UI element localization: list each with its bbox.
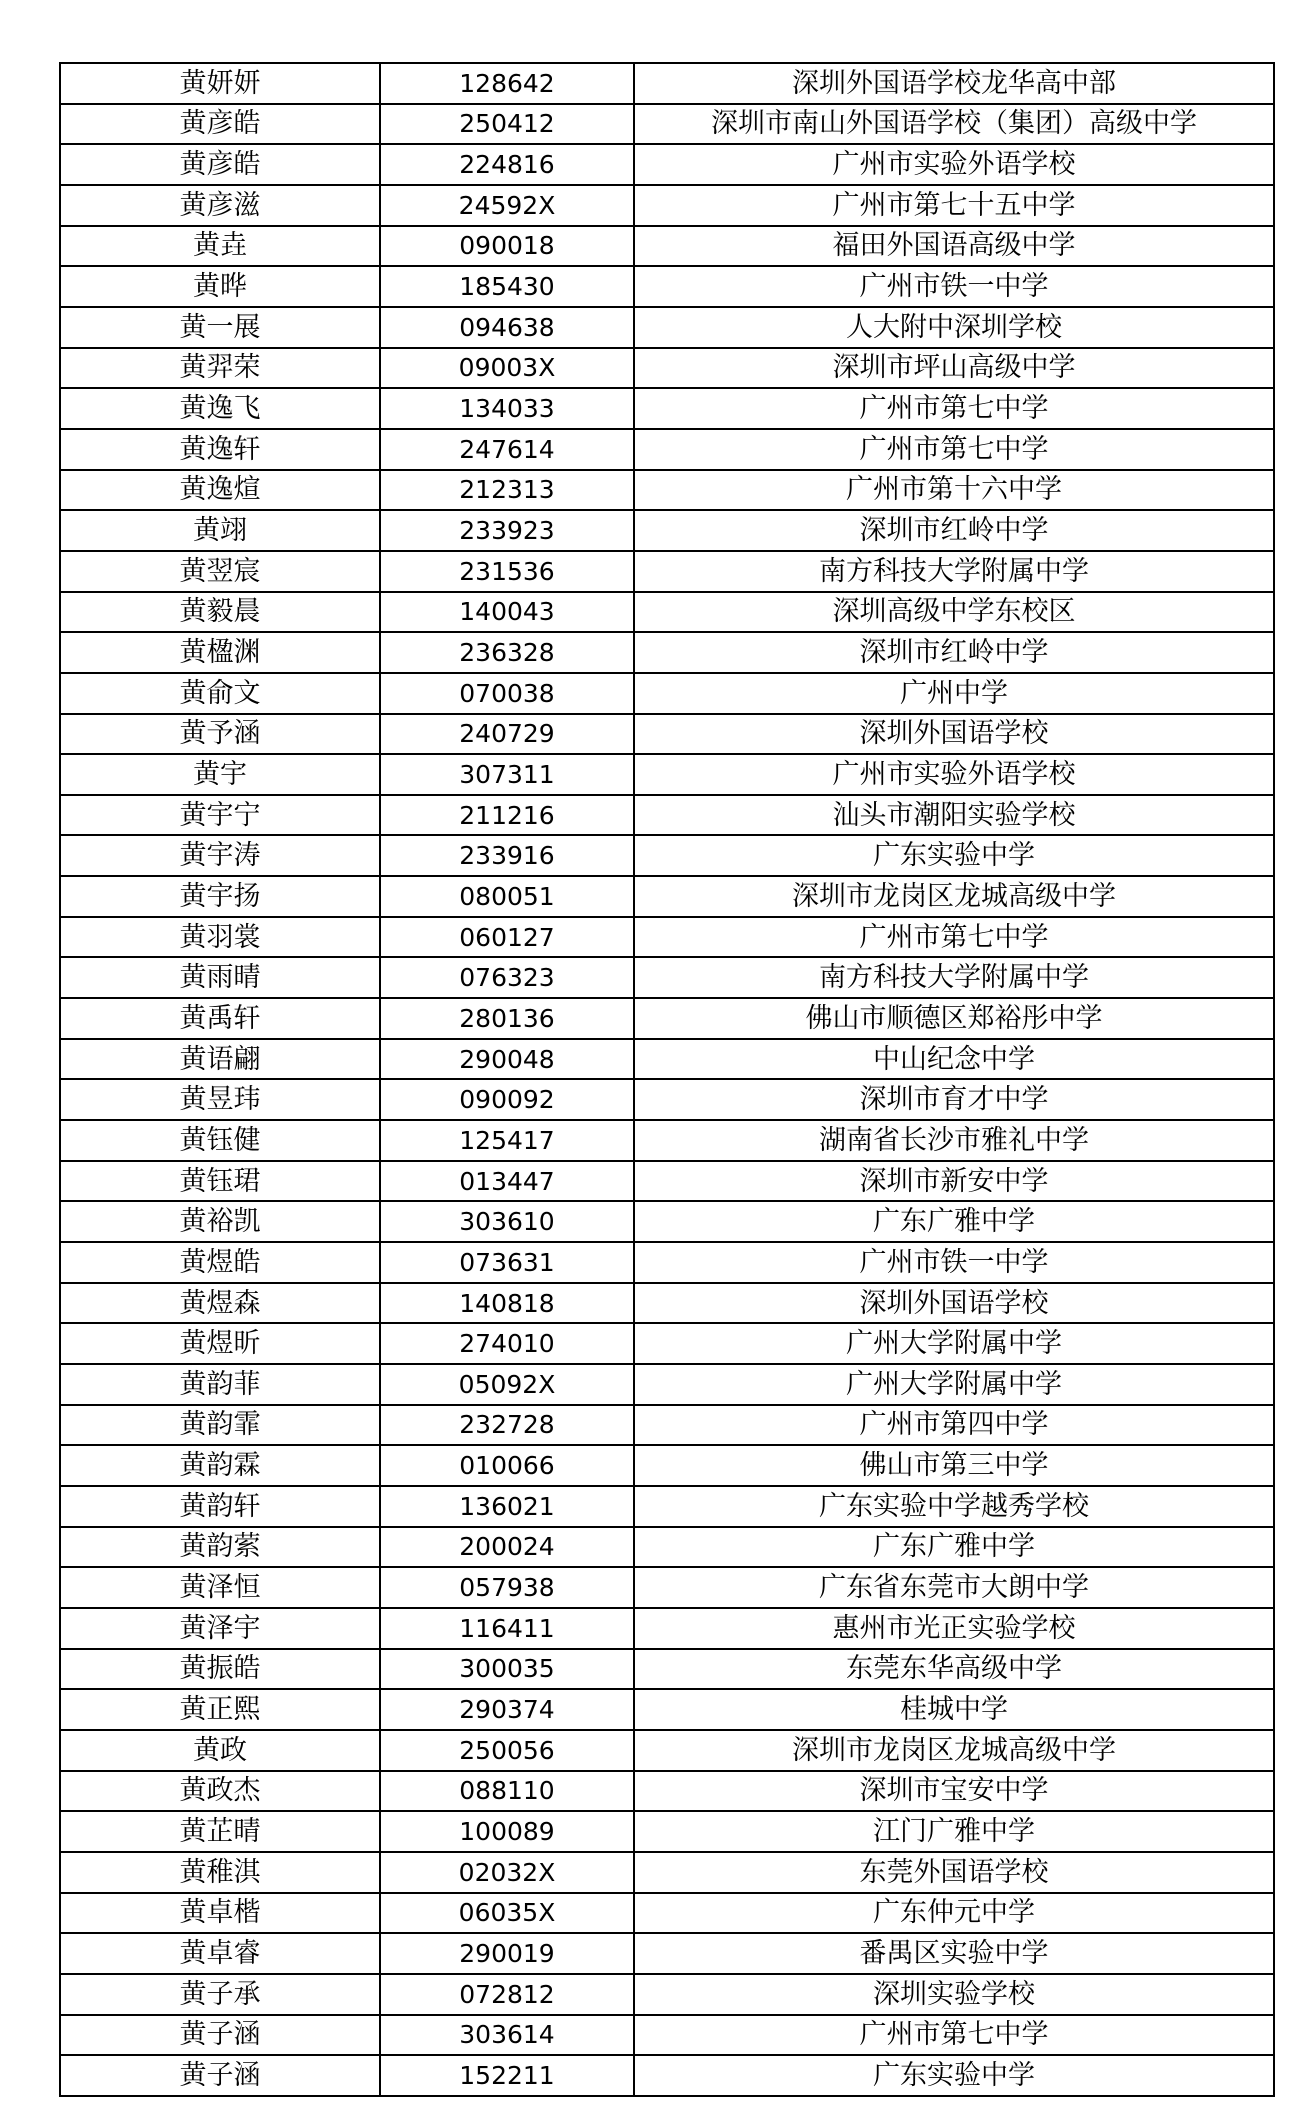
table-row (60, 2055, 1274, 2096)
student-name-cell: 黄韵菲 (60, 1364, 380, 1405)
school-name-cell: 深圳外国语学校 (634, 714, 1274, 755)
table-row (60, 510, 1274, 551)
school-name-cell: 深圳市宝安中学 (634, 1771, 1274, 1812)
table-row (60, 1039, 1274, 1080)
table-row (60, 1120, 1274, 1161)
table-row (60, 1974, 1274, 2015)
student-id-cell: 24592X (380, 185, 634, 226)
student-id-cell: 060127 (380, 917, 634, 958)
student-name-cell: 黄芷晴 (60, 1811, 380, 1852)
table-row (60, 1852, 1274, 1893)
school-name-cell: 广东省东莞市大朗中学 (634, 1567, 1274, 1608)
student-name-cell: 黄禹轩 (60, 998, 380, 1039)
student-id-cell: 240729 (380, 714, 634, 755)
table-row (60, 551, 1274, 592)
school-name-cell: 南方科技大学附属中学 (634, 551, 1274, 592)
student-name-cell: 黄振皓 (60, 1649, 380, 1690)
student-id-cell: 200024 (380, 1527, 634, 1568)
student-id-cell: 128642 (380, 63, 634, 104)
school-name-cell: 广州市铁一中学 (634, 266, 1274, 307)
student-name-cell: 黄毅晨 (60, 592, 380, 633)
school-name-cell: 江门广雅中学 (634, 1811, 1274, 1852)
student-name-cell: 黄钰珺 (60, 1161, 380, 1202)
student-table (59, 62, 1275, 2097)
student-id-cell: 250412 (380, 104, 634, 145)
school-name-cell: 广东广雅中学 (634, 1201, 1274, 1242)
student-id-cell: 090018 (380, 226, 634, 267)
student-id-cell: 134033 (380, 388, 634, 429)
student-name-cell: 黄晔 (60, 266, 380, 307)
school-name-cell: 深圳市育才中学 (634, 1079, 1274, 1120)
student-name-cell: 黄政 (60, 1730, 380, 1771)
student-name-cell: 黄煜森 (60, 1283, 380, 1324)
student-name-cell: 黄子涵 (60, 2055, 380, 2096)
table-row (60, 63, 1274, 104)
student-id-cell: 094638 (380, 307, 634, 348)
student-id-cell: 073631 (380, 1242, 634, 1283)
table-row (60, 592, 1274, 633)
student-name-cell: 黄宇 (60, 754, 380, 795)
student-id-cell: 303614 (380, 2015, 634, 2056)
student-name-cell: 黄钰健 (60, 1120, 380, 1161)
student-id-cell: 280136 (380, 998, 634, 1039)
student-id-cell: 290048 (380, 1039, 634, 1080)
student-id-cell: 212313 (380, 470, 634, 511)
student-id-cell: 232728 (380, 1405, 634, 1446)
table-row (60, 1933, 1274, 1974)
student-name-cell: 黄政杰 (60, 1771, 380, 1812)
student-id-cell: 140043 (380, 592, 634, 633)
table-row (60, 1079, 1274, 1120)
school-name-cell: 广东广雅中学 (634, 1527, 1274, 1568)
student-id-cell: 250056 (380, 1730, 634, 1771)
school-name-cell: 广州大学附属中学 (634, 1323, 1274, 1364)
student-id-cell: 152211 (380, 2055, 634, 2096)
table-row (60, 714, 1274, 755)
student-name-cell: 黄韵轩 (60, 1486, 380, 1527)
school-name-cell: 人大附中深圳学校 (634, 307, 1274, 348)
school-name-cell: 广州市铁一中学 (634, 1242, 1274, 1283)
student-name-cell: 黄裕凯 (60, 1201, 380, 1242)
student-id-cell: 224816 (380, 144, 634, 185)
student-id-cell: 211216 (380, 795, 634, 836)
student-name-cell: 黄正熙 (60, 1689, 380, 1730)
school-name-cell: 惠州市光正实验学校 (634, 1608, 1274, 1649)
student-id-cell: 076323 (380, 957, 634, 998)
school-name-cell: 广州大学附属中学 (634, 1364, 1274, 1405)
school-name-cell: 广州市第七中学 (634, 429, 1274, 470)
student-id-cell: 300035 (380, 1649, 634, 1690)
table-row (60, 1893, 1274, 1934)
school-name-cell: 广州市实验外语学校 (634, 754, 1274, 795)
table-row (60, 226, 1274, 267)
table-row (60, 1527, 1274, 1568)
student-id-cell: 072812 (380, 1974, 634, 2015)
student-name-cell: 黄楹渊 (60, 632, 380, 673)
school-name-cell: 深圳外国语学校龙华高中部 (634, 63, 1274, 104)
table-row (60, 1445, 1274, 1486)
school-name-cell: 佛山市顺德区郑裕彤中学 (634, 998, 1274, 1039)
student-name-cell: 黄翌宸 (60, 551, 380, 592)
table-row (60, 1161, 1274, 1202)
student-name-cell: 黄韵霏 (60, 1405, 380, 1446)
student-id-cell: 307311 (380, 754, 634, 795)
school-name-cell: 广州中学 (634, 673, 1274, 714)
table-row (60, 307, 1274, 348)
school-name-cell: 深圳市新安中学 (634, 1161, 1274, 1202)
table-row (60, 348, 1274, 389)
school-name-cell: 深圳市龙岗区龙城高级中学 (634, 1730, 1274, 1771)
student-name-cell: 黄俞文 (60, 673, 380, 714)
school-name-cell: 深圳市龙岗区龙城高级中学 (634, 876, 1274, 917)
school-name-cell: 番禺区实验中学 (634, 1933, 1274, 1974)
student-id-cell: 247614 (380, 429, 634, 470)
school-name-cell: 深圳市坪山高级中学 (634, 348, 1274, 389)
school-name-cell: 广东实验中学 (634, 2055, 1274, 2096)
school-name-cell: 广东实验中学 (634, 835, 1274, 876)
school-name-cell: 中山纪念中学 (634, 1039, 1274, 1080)
student-name-cell: 黄逸轩 (60, 429, 380, 470)
student-name-cell: 黄彦滋 (60, 185, 380, 226)
student-name-cell: 黄韵萦 (60, 1527, 380, 1568)
student-name-cell: 黄羽裳 (60, 917, 380, 958)
table-row (60, 1649, 1274, 1690)
table-row (60, 1405, 1274, 1446)
student-id-cell: 136021 (380, 1486, 634, 1527)
student-name-cell: 黄宇涛 (60, 835, 380, 876)
table-row (60, 2015, 1274, 2056)
table-row (60, 1689, 1274, 1730)
school-name-cell: 广州市第七中学 (634, 388, 1274, 429)
student-id-cell: 290374 (380, 1689, 634, 1730)
student-id-cell: 010066 (380, 1445, 634, 1486)
school-name-cell: 深圳市红岭中学 (634, 510, 1274, 551)
student-name-cell: 黄卓睿 (60, 1933, 380, 1974)
student-id-cell: 057938 (380, 1567, 634, 1608)
table-row (60, 1201, 1274, 1242)
table-row (60, 835, 1274, 876)
school-name-cell: 深圳市南山外国语学校（集团）高级中学 (634, 104, 1274, 145)
school-name-cell: 广州市第七十五中学 (634, 185, 1274, 226)
student-id-cell: 06035X (380, 1893, 634, 1934)
student-id-cell: 231536 (380, 551, 634, 592)
student-name-cell: 黄子涵 (60, 2015, 380, 2056)
school-name-cell: 深圳市红岭中学 (634, 632, 1274, 673)
student-id-cell: 290019 (380, 1933, 634, 1974)
student-id-cell: 05092X (380, 1364, 634, 1405)
table-body (60, 63, 1274, 2096)
school-name-cell: 汕头市潮阳实验学校 (634, 795, 1274, 836)
student-name-cell: 黄彦皓 (60, 144, 380, 185)
school-name-cell: 广州市第十六中学 (634, 470, 1274, 511)
student-id-cell: 088110 (380, 1771, 634, 1812)
student-id-cell: 02032X (380, 1852, 634, 1893)
student-name-cell: 黄逸飞 (60, 388, 380, 429)
student-name-cell: 黄韵霖 (60, 1445, 380, 1486)
student-id-cell: 116411 (380, 1608, 634, 1649)
student-name-cell: 黄子承 (60, 1974, 380, 2015)
table-row (60, 998, 1274, 1039)
table-row (60, 266, 1274, 307)
table-row (60, 754, 1274, 795)
table-row (60, 470, 1274, 511)
table-row (60, 1486, 1274, 1527)
student-id-cell: 09003X (380, 348, 634, 389)
student-id-cell: 303610 (380, 1201, 634, 1242)
student-name-cell: 黄卓楷 (60, 1893, 380, 1934)
student-name-cell: 黄垚 (60, 226, 380, 267)
table-row (60, 429, 1274, 470)
school-name-cell: 广州市第七中学 (634, 2015, 1274, 2056)
student-name-cell: 黄逸煊 (60, 470, 380, 511)
table-row (60, 1364, 1274, 1405)
school-name-cell: 湖南省长沙市雅礼中学 (634, 1120, 1274, 1161)
student-id-cell: 013447 (380, 1161, 634, 1202)
student-id-cell: 125417 (380, 1120, 634, 1161)
table-row (60, 144, 1274, 185)
school-name-cell: 深圳外国语学校 (634, 1283, 1274, 1324)
school-name-cell: 福田外国语高级中学 (634, 226, 1274, 267)
table-row (60, 1608, 1274, 1649)
school-name-cell: 佛山市第三中学 (634, 1445, 1274, 1486)
student-name-cell: 黄雨晴 (60, 957, 380, 998)
student-id-cell: 274010 (380, 1323, 634, 1364)
student-name-cell: 黄泽恒 (60, 1567, 380, 1608)
student-id-cell: 140818 (380, 1283, 634, 1324)
student-id-cell: 236328 (380, 632, 634, 673)
student-name-cell: 黄泽宇 (60, 1608, 380, 1649)
table-row (60, 876, 1274, 917)
student-name-cell: 黄煜皓 (60, 1242, 380, 1283)
table-row (60, 1730, 1274, 1771)
student-name-cell: 黄翊 (60, 510, 380, 551)
student-name-cell: 黄稚淇 (60, 1852, 380, 1893)
student-name-cell: 黄昱玮 (60, 1079, 380, 1120)
school-name-cell: 深圳实验学校 (634, 1974, 1274, 2015)
student-id-cell: 100089 (380, 1811, 634, 1852)
table-row (60, 1771, 1274, 1812)
table-row (60, 795, 1274, 836)
school-name-cell: 南方科技大学附属中学 (634, 957, 1274, 998)
school-name-cell: 广州市第四中学 (634, 1405, 1274, 1446)
table-row (60, 632, 1274, 673)
table-row (60, 185, 1274, 226)
student-id-cell: 070038 (380, 673, 634, 714)
school-name-cell: 广州市第七中学 (634, 917, 1274, 958)
table-row (60, 673, 1274, 714)
school-name-cell: 广东实验中学越秀学校 (634, 1486, 1274, 1527)
student-name-cell: 黄羿荣 (60, 348, 380, 389)
table-row (60, 957, 1274, 998)
school-name-cell: 东莞外国语学校 (634, 1852, 1274, 1893)
student-name-cell: 黄予涵 (60, 714, 380, 755)
student-name-cell: 黄宇宁 (60, 795, 380, 836)
student-name-cell: 黄一展 (60, 307, 380, 348)
table-row (60, 1567, 1274, 1608)
student-name-cell: 黄彦皓 (60, 104, 380, 145)
student-id-cell: 090092 (380, 1079, 634, 1120)
student-name-cell: 黄妍妍 (60, 63, 380, 104)
student-name-cell: 黄宇扬 (60, 876, 380, 917)
school-name-cell: 东莞东华高级中学 (634, 1649, 1274, 1690)
school-name-cell: 深圳高级中学东校区 (634, 592, 1274, 633)
table-row (60, 1242, 1274, 1283)
school-name-cell: 广州市实验外语学校 (634, 144, 1274, 185)
table-row (60, 104, 1274, 145)
student-id-cell: 080051 (380, 876, 634, 917)
school-name-cell: 桂城中学 (634, 1689, 1274, 1730)
student-name-cell: 黄煜昕 (60, 1323, 380, 1364)
table-row (60, 1323, 1274, 1364)
student-id-cell: 233916 (380, 835, 634, 876)
student-name-cell: 黄语翩 (60, 1039, 380, 1080)
table-row (60, 388, 1274, 429)
student-id-cell: 233923 (380, 510, 634, 551)
table-row (60, 917, 1274, 958)
school-name-cell: 广东仲元中学 (634, 1893, 1274, 1934)
student-id-cell: 185430 (380, 266, 634, 307)
table-row (60, 1811, 1274, 1852)
table-row (60, 1283, 1274, 1324)
